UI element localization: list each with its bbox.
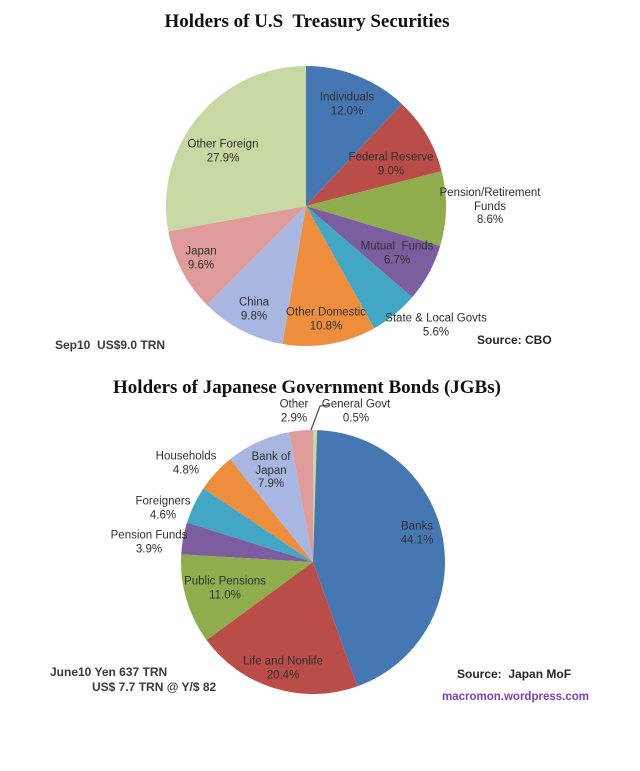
us-treasury-total-note: Sep10 US$9.0 TRN [55,338,166,352]
slice-label-pension-retirement-funds: Pension/Retirement Funds 8.6% [439,186,541,226]
slice-label-mutual-funds: Mutual Funds 6.7% [360,240,434,266]
slice-label-bank-of-japan: Bank of Japan 7.9% [251,450,291,490]
slice-label-other-foreign: Other Foreign 27.9% [187,138,259,164]
slice-label-china: China 9.8% [238,296,270,322]
slice-label-life-and-nonlife: Life and Nonlife 20.4% [243,655,323,681]
slice-label-pension-funds: Pension Funds 3.9% [110,529,188,555]
slice-label-other: Other 2.9% [279,398,309,424]
slice-label-state-local-govts: State & Local Govts 5.6% [385,312,487,338]
slice-label-other-domestic: Other Domestic 10.8% [286,306,366,332]
us-treasury-chart-title: Holders of U.S Treasury Securities [164,11,450,32]
us-treasury-source: Source: CBO [477,333,552,347]
jgb-total-note-line1: June10 Yen 637 TRN [50,665,168,679]
slice-label-japan: Japan 9.6% [185,245,217,271]
slice-label-individuals: Individuals 12.0% [319,91,375,117]
slice-label-banks: Banks 44.1% [400,520,434,546]
jgb-total-note-line2: US$ 7.7 TRN @ Y/$ 82 [92,680,217,694]
slice-label-general-govt: General Govt 0.5% [321,398,391,424]
slice-label-federal-reserve: Federal Reserve 9.0% [348,151,434,177]
watermark-url: macromon.wordpress.com [442,691,589,703]
slice-label-households: Households 4.8% [155,450,217,476]
jgb-source: Source: Japan MoF [457,667,572,681]
slice-label-public-pensions: Public Pensions 11.0% [184,575,266,601]
slice-label-foreigners: Foreigners 4.6% [135,495,191,521]
jgb-chart-title: Holders of Japanese Government Bonds (JGBs) [113,377,501,398]
